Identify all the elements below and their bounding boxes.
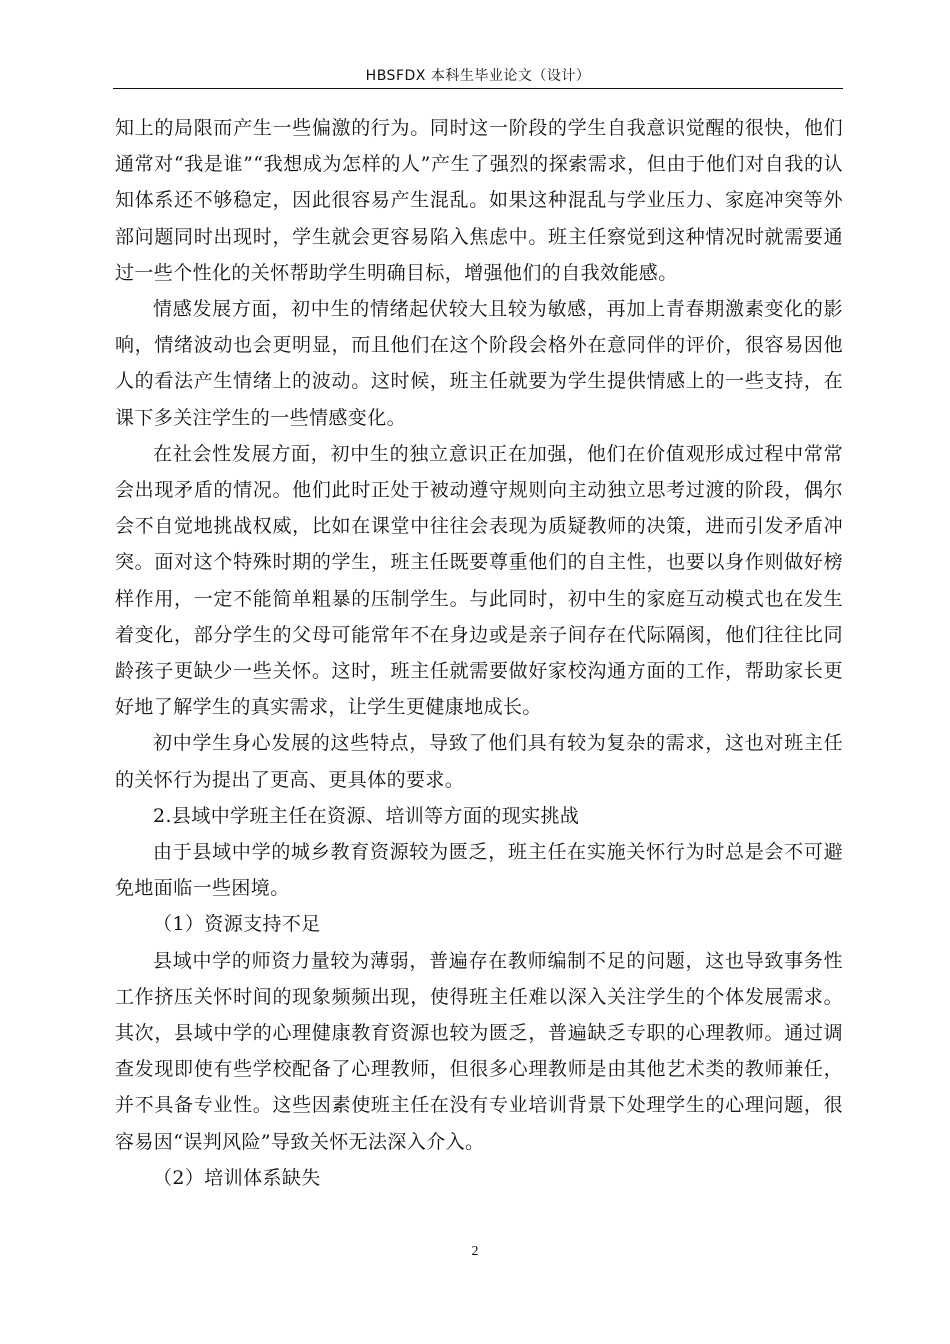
paragraph-emotional-development: 情感发展方面，初中生的情绪起伏较大且较为敏感，再加上青春期激素变化的影响，情绪波动也会更明显，而且他们在这个阶段会格外在意同伴的评价，很容易因他人的看法产生情绪上的波动。这时候，班主任就要为学生提供情感上的一些支持，在课下多关注学生的一些情感变化。 <box>115 298 843 429</box>
subheading-training-system: （2）培训体系缺失 <box>153 1166 321 1189</box>
running-header: HBSFDX 本科生毕业论文（设计） <box>365 68 591 84</box>
paragraph-resource-support: 县域中学的师资力量较为薄弱，普遍存在教师编制不足的问题，这也导致事务性工作挤压关怀时间的现象频频出现，使得班主任难以深入关注学生的个体发展需求。其次，县域中学的心理健康教育资源也较为匮乏，普遍缺乏专职的心理教师。通过调查发现即使有些学校配备了心理教师，但很多心理教师是由其他艺术类的教师兼任，并不具备专业性。这些因素使班主任在没有专业培训背景下处理学生的心理问题，很容易因“误判风险”导致关怀无法深入介入。 <box>115 949 843 1153</box>
page-number: 2 <box>471 1244 479 1259</box>
body-text <box>115 110 843 1196</box>
header-divider <box>113 88 843 89</box>
paragraph-intro: 由于县域中学的城乡教育资源较为匮乏，班主任在实施关怀行为时总是会不可避免地面临一些困境。 <box>115 841 843 900</box>
section-heading: 2.县域中学班主任在资源、培训等方面的现实挑战 <box>153 804 580 827</box>
paragraph-summary: 初中学生身心发展的这些特点，导致了他们具有较为复杂的需求，这也对班主任的关怀行为提出了更高、更具体的要求。 <box>115 732 843 791</box>
paragraph-continuation: 知上的局限而产生一些偏激的行为。同时这一阶段的学生自我意识觉醒的很快，他们通常对“我是谁”“我想成为怎样的人”产生了强烈的探索需求，但由于他们对自我的认知体系还不够稳定，因此很容易产生混乱。如果这种混乱与学业压力、家庭冲突等外部问题同时出现时，学生就会更容易陷入焦虑中。班主任察觉到这种情况时就需要通过一些个性化的关怀帮助学生明确目标，增强他们的自我效能感。 <box>115 117 843 284</box>
subheading-resource-support: （1）资源支持不足 <box>153 913 321 936</box>
paragraph-social-development: 在社会性发展方面，初中生的独立意识正在加强，他们在价值观形成过程中常常会出现矛盾的情况。他们此时正处于被动遵守规则向主动独立思考过渡的阶段，偶尔会不自觉地挑战权威，比如在课堂中往往会表现为质疑教师的决策，进而引发矛盾冲突。面对这个特殊时期的学生，班主任既要尊重他们的自主性，也要以身作则做好榜样作用，一定不能简单粗暴的压制学生。与此同时，初中生的家庭互动模式也在发生着变化，部分学生的父母可能常年不在身边或是亲子间存在代际隔阂，他们往往比同龄孩子更缺少一些关怀。这时，班主任就需要做好家校沟通方面的工作，帮助家长更好地了解学生的真实需求，让学生更健康地成长。 <box>115 442 843 719</box>
